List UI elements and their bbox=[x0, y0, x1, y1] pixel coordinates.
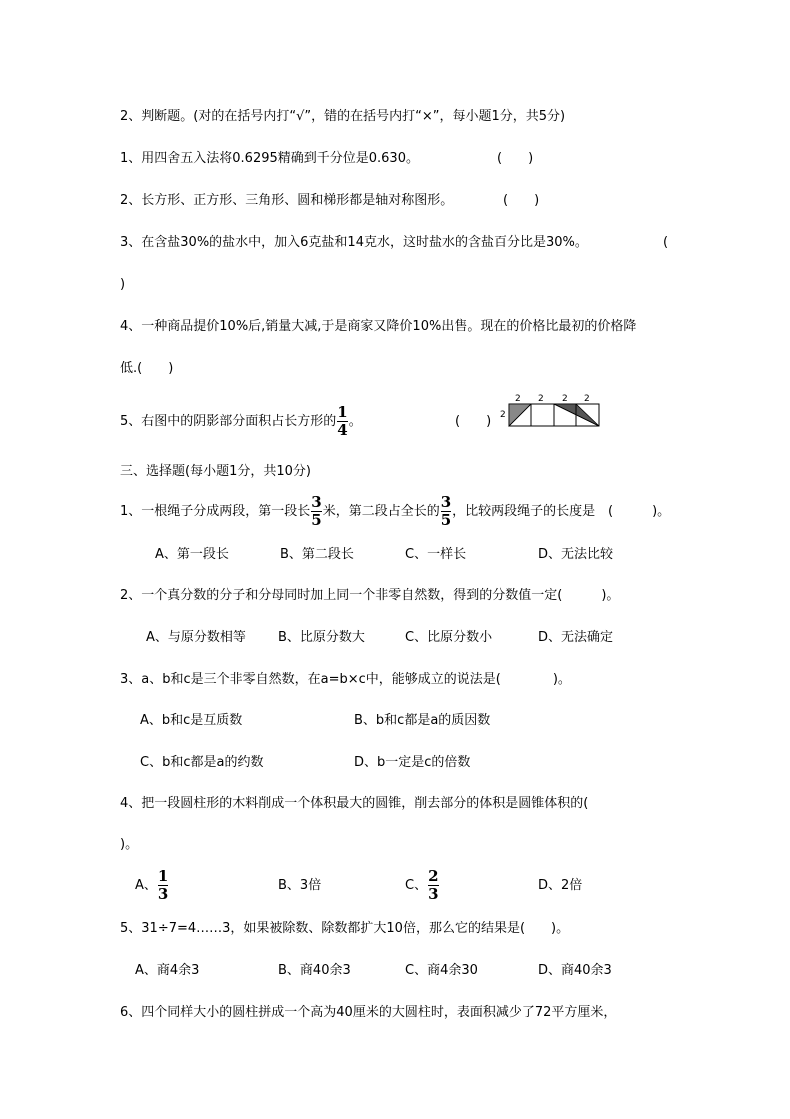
choice-q1-f1-num: 3 bbox=[311, 493, 322, 511]
choice-q4-option-c-fraction bbox=[428, 869, 438, 902]
choice-q1 bbox=[120, 494, 595, 530]
choice-q1-f2-num: 3 bbox=[440, 493, 452, 511]
choice-q5-option-d[interactable]: D、商40余3 bbox=[538, 963, 612, 978]
choice-q5-option-b[interactable]: B、商40余3 bbox=[278, 963, 351, 978]
judge-q5-period: 。 bbox=[348, 414, 362, 429]
choice-q2: 2、一个真分数的分子和分母同时加上同一个非零自然数，得到的分数值一定( )。 bbox=[120, 588, 620, 603]
choice-q4-option-d[interactable]: D、2倍 bbox=[538, 878, 583, 893]
choice-q4-c-den: 3 bbox=[428, 885, 439, 903]
choice-q4-a-num: 1 bbox=[157, 867, 169, 885]
judge-q5-fraction bbox=[337, 405, 347, 438]
choice-q5-option-a[interactable]: A、商4余3 bbox=[135, 963, 200, 978]
judge-q4-line2: 低.( ) bbox=[120, 361, 174, 376]
choice-q4-option-b[interactable]: B、3倍 bbox=[278, 878, 322, 893]
choice-q6: 6、四个同样大小的圆柱拼成一个高为40厘米的大圆柱时，表面积减少了72平方厘米， bbox=[120, 1005, 617, 1020]
choice-q2-option-c[interactable]: C、比原分数小 bbox=[405, 630, 493, 645]
choice-q1-f1-den: 5 bbox=[311, 511, 322, 529]
judge-header: 2、判断题。(对的在括号内打“√”，错的在括号内打“×”，每小题1分，共5分) bbox=[120, 109, 566, 124]
fig-label-2: 2 bbox=[538, 394, 544, 404]
judge-q1: 1、用四舍五入法将0.6295精确到千分位是0.630。 bbox=[120, 151, 419, 166]
judge-q5-answer[interactable]: ( ) bbox=[455, 414, 492, 429]
choice-q3-option-c[interactable]: C、b和c都是a的约数 bbox=[140, 755, 264, 770]
choice-q1-answer[interactable]: ( )。 bbox=[608, 504, 671, 519]
judge-q5-text: 5、右图中的阴影部分面积占长方形的 bbox=[120, 414, 337, 429]
choice-q2-option-d[interactable]: D、无法确定 bbox=[538, 630, 614, 645]
choice-q4-option-a[interactable] bbox=[135, 868, 169, 904]
choice-q4-option-c-label: C、 bbox=[405, 878, 428, 893]
choice-q3: 3、a、b和c是三个非零自然数，在a=b×c中，能够成立的说法是( )。 bbox=[120, 672, 571, 687]
choice-q1-mid: 米，第二段占全长的 bbox=[322, 504, 440, 519]
choice-q1-fraction-1 bbox=[311, 495, 321, 528]
choice-q2-option-a[interactable]: A、与原分数相等 bbox=[146, 630, 246, 645]
judge-q4-line1: 4、一种商品提价10%后,销量大减,于是商家又降价10%出售。现在的价格比最初的价格降 bbox=[120, 319, 637, 334]
shaded-rectangle-figure bbox=[498, 390, 603, 430]
choice-q5-option-c[interactable]: C、商4余30 bbox=[405, 963, 478, 978]
judge-q3-answer-close[interactable]: ) bbox=[120, 277, 126, 292]
fig-label-1: 2 bbox=[515, 394, 521, 404]
choice-q4-option-c[interactable] bbox=[405, 868, 440, 904]
choice-q4-option-a-fraction bbox=[158, 869, 168, 902]
choice-q5: 5、31÷7=4……3，如果被除数、除数都扩大10倍，那么它的结果是( )。 bbox=[120, 921, 570, 936]
judge-q3: 3、在含盐30%的盐水中，加入6克盐和14克水，这时盐水的含盐百分比是30%。 bbox=[120, 235, 588, 250]
judge-q5 bbox=[120, 404, 362, 440]
choice-q4-option-a-label: A、 bbox=[135, 878, 157, 893]
choice-q4-c-num: 2 bbox=[428, 867, 439, 885]
choice-q1-option-b[interactable]: B、第二段长 bbox=[280, 547, 354, 562]
choice-q1-fraction-2 bbox=[441, 495, 451, 528]
judge-q1-answer[interactable]: ( ) bbox=[497, 151, 534, 166]
choice-q2-option-b[interactable]: B、比原分数大 bbox=[278, 630, 365, 645]
fig-side-label: 2 bbox=[500, 410, 506, 420]
judge-q2: 2、长方形、正方形、三角形、圆和梯形都是轴对称图形。 bbox=[120, 193, 454, 208]
judge-q5-numerator: 1 bbox=[337, 403, 348, 421]
fig-label-4: 2 bbox=[584, 394, 590, 404]
choice-q1-post: ，比较两段绳子的长度是 bbox=[452, 504, 596, 519]
choice-q1-f2-den: 5 bbox=[440, 511, 452, 529]
choice-q1-pre: 1、一根绳子分成两段，第一段长 bbox=[120, 504, 311, 519]
judge-q2-answer[interactable]: ( ) bbox=[503, 193, 540, 208]
choice-q3-option-a[interactable]: A、b和c是互质数 bbox=[140, 713, 243, 728]
choice-q1-option-c[interactable]: C、一样长 bbox=[405, 547, 467, 562]
choice-q1-option-a[interactable]: A、第一段长 bbox=[155, 547, 229, 562]
choice-header: 三、选择题(每小题1分，共10分) bbox=[120, 464, 311, 479]
judge-q3-answer-open[interactable]: ( bbox=[663, 235, 669, 250]
fig-label-3: 2 bbox=[562, 394, 568, 404]
choice-q3-option-d[interactable]: D、b一定是c的倍数 bbox=[354, 755, 471, 770]
choice-q4-line1: 4、把一段圆柱形的木料削成一个体积最大的圆锥，削去部分的体积是圆锥体积的( bbox=[120, 796, 589, 811]
choice-q4-line2: )。 bbox=[120, 837, 139, 852]
judge-q5-denominator: 4 bbox=[337, 421, 348, 439]
choice-q4-a-den: 3 bbox=[157, 885, 169, 903]
choice-q1-option-d[interactable]: D、无法比较 bbox=[538, 547, 614, 562]
choice-q3-option-b[interactable]: B、b和c都是a的质因数 bbox=[354, 713, 491, 728]
